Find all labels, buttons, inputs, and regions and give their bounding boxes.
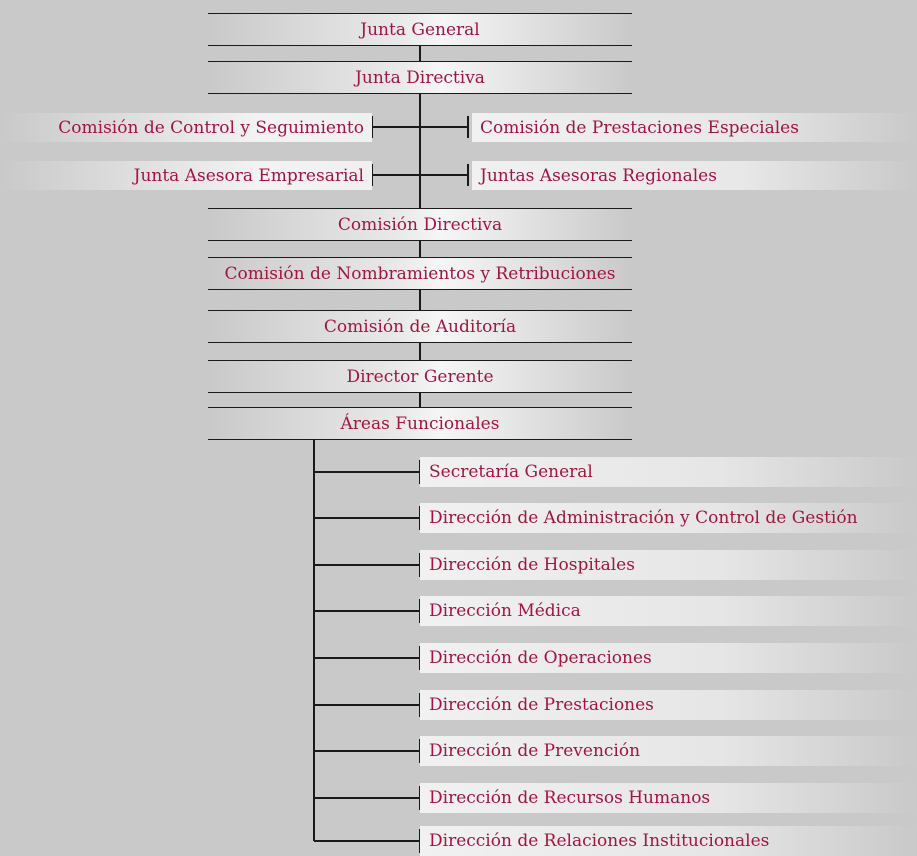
node-comision-prestaciones: Comisión de Prestaciones Especiales [472, 113, 917, 142]
area-operaciones: Dirección de Operaciones [420, 643, 917, 673]
node-comision-nombramientos: Comisión de Nombramientos y Retribuciones [208, 258, 632, 289]
area-prevencion: Dirección de Prevención [420, 736, 917, 766]
area-administracion-control: Dirección de Administración y Control de Gestión [420, 503, 917, 533]
node-junta-general: Junta General [208, 14, 632, 45]
area-medica: Dirección Médica [420, 596, 917, 626]
node-director-gerente: Director Gerente [208, 361, 632, 392]
node-comision-auditoria: Comisión de Auditoría [208, 311, 632, 342]
node-areas-funcionales: Áreas Funcionales [208, 408, 632, 439]
area-recursos-humanos: Dirección de Recursos Humanos [420, 783, 917, 813]
area-secretaria-general: Secretaría General [420, 457, 917, 487]
node-comision-directiva: Comisión Directiva [208, 209, 632, 240]
node-junta-asesora-empresarial: Junta Asesora Empresarial [0, 161, 372, 190]
area-hospitales: Dirección de Hospitales [420, 550, 917, 580]
node-junta-directiva: Junta Directiva [208, 62, 632, 93]
area-relaciones-institucionales: Dirección de Relaciones Institucionales [420, 826, 917, 856]
node-comision-control: Comisión de Control y Seguimiento [0, 113, 372, 142]
node-juntas-asesoras-regionales: Juntas Asesoras Regionales [472, 161, 917, 190]
area-prestaciones: Dirección de Prestaciones [420, 690, 917, 720]
